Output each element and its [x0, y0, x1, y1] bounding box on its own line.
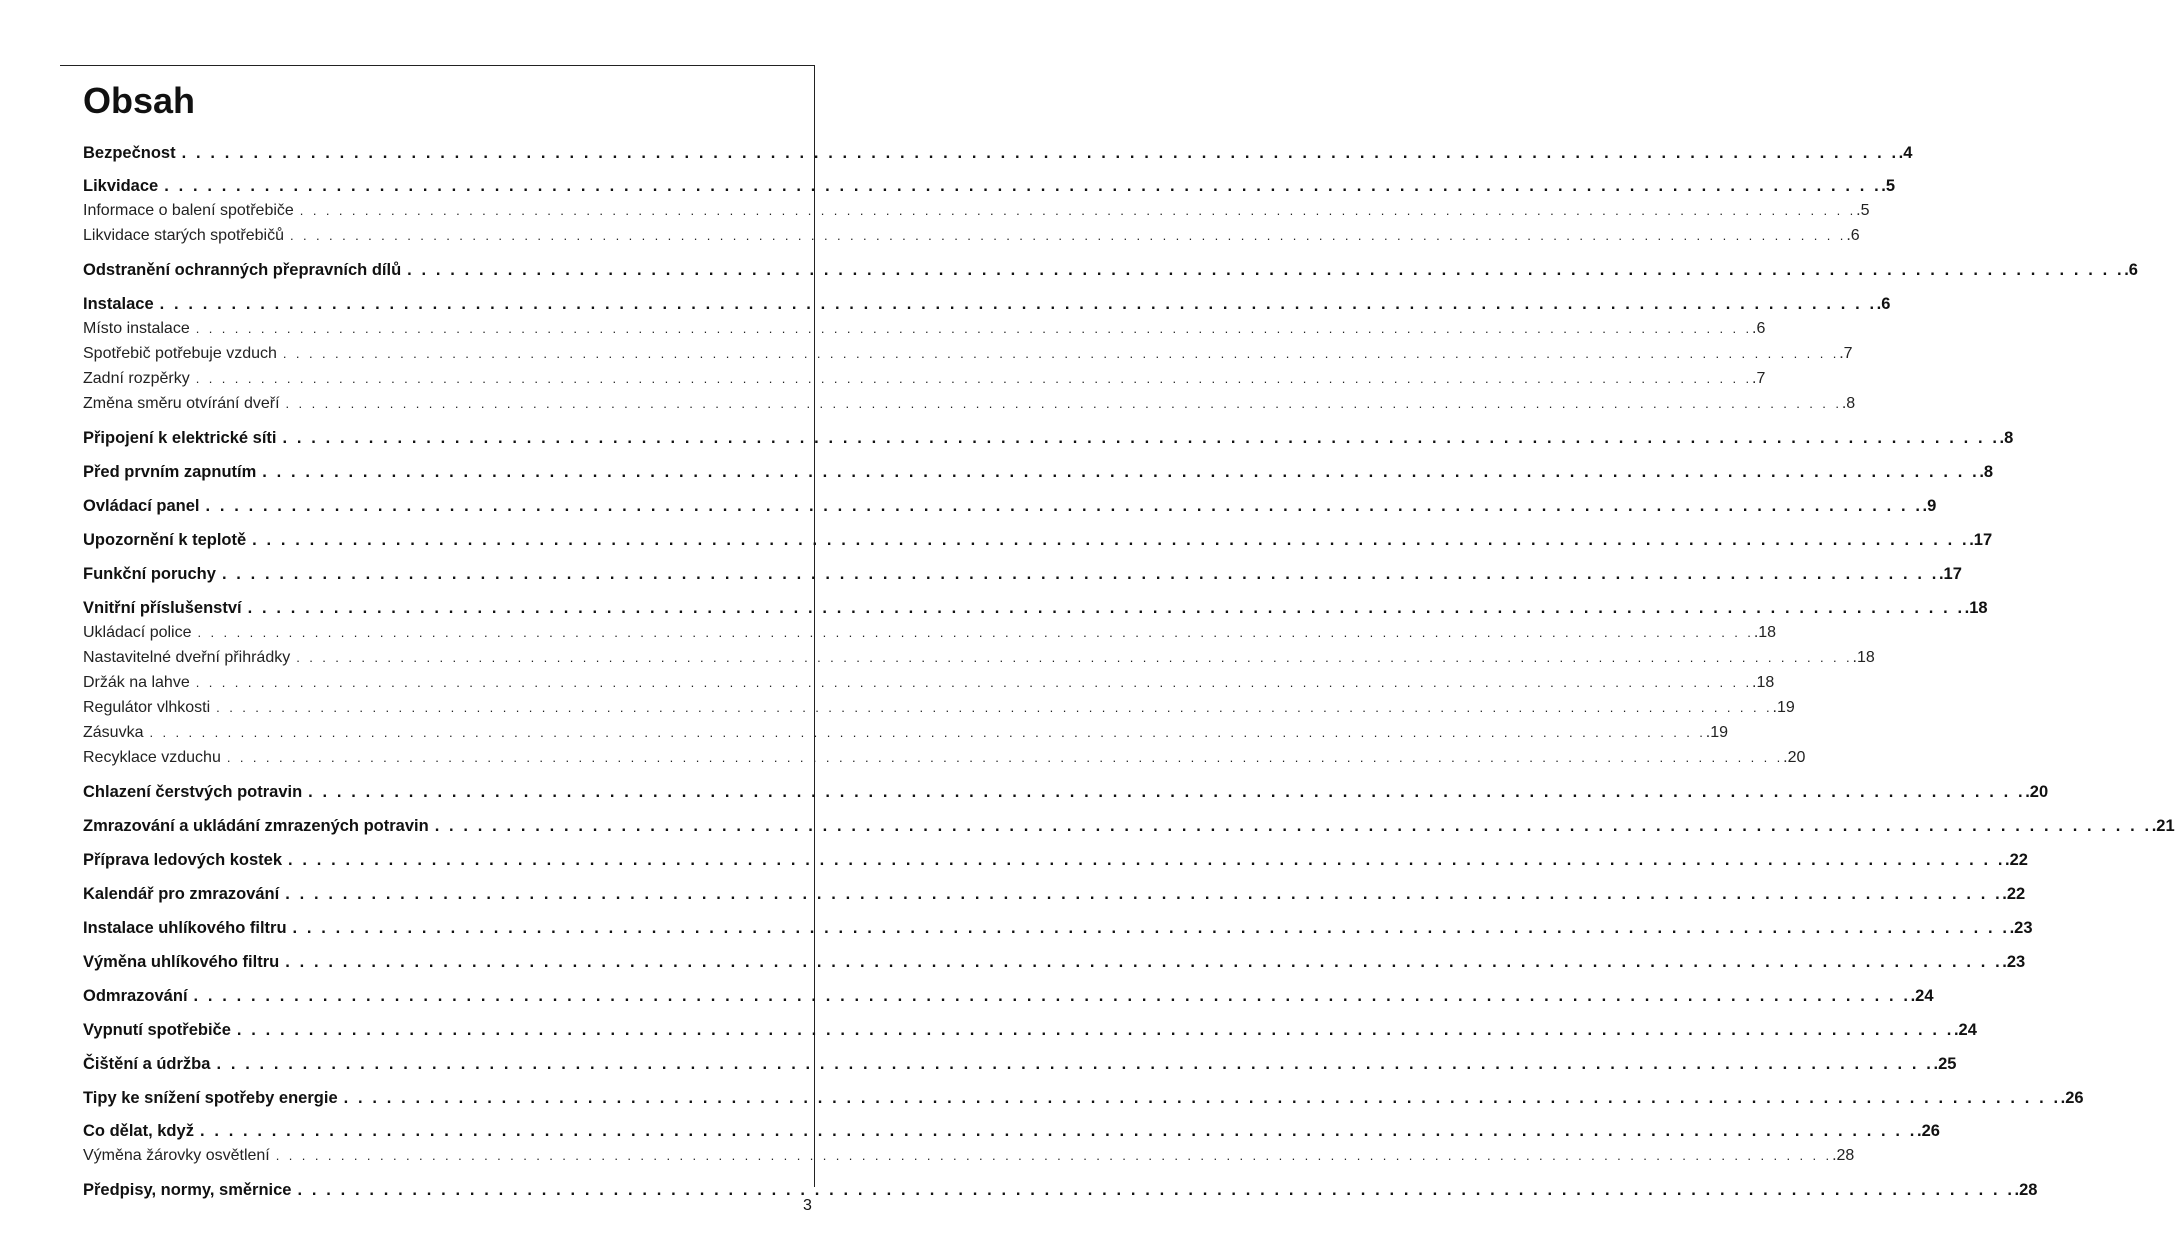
- toc-entry-page: .8: [1841, 395, 1856, 412]
- toc-entry-page: .4: [1898, 144, 1913, 162]
- toc-entry[interactable]: [83, 177, 1896, 199]
- toc-entry-page: .23: [2009, 919, 2033, 937]
- toc-subentry[interactable]: [83, 1147, 1855, 1169]
- dot-leader: . . . . . . . . . . . . . . . . . . . . . . . . . . . . . . . . . . . . . . . . . . . . . . . . . . . . . . . . . . . . . . . . . . . . . . . . . . . . . . . . . . . . . . . . . . . . . . . . . . . . . . . . . . . . . . . . . . . . . . . .: [195, 371, 1753, 386]
- toc-entry-page: .28: [1832, 1147, 1855, 1164]
- toc-subentry[interactable]: [83, 202, 1870, 224]
- dot-leader: . . . . . . . . . . . . . . . . . . . . . . . . . . . . . . . . . . . . . . . . . . . . . . . . . . . . . . . . . . . . . . . . . . . . . . . . . . . . . . . . . . . . . . . . . . . . . . . . . . . . . . . . . . . . . . . . . . . . . . . .: [195, 675, 1753, 690]
- toc-entry-label: Zadní rozpěrky: [83, 370, 190, 387]
- toc-entry-page: .18: [1852, 649, 1875, 666]
- frame-top-rule: [60, 65, 815, 66]
- toc-entry-page: .23: [2002, 953, 2026, 971]
- toc-entry-page: .24: [1910, 987, 1934, 1005]
- toc-subentry[interactable]: [83, 624, 1777, 646]
- toc-entry[interactable]: [83, 599, 1988, 621]
- toc-entry[interactable]: [83, 885, 2026, 907]
- toc-entry[interactable]: [83, 919, 2033, 941]
- dot-leader: . . . . . . . . . . . . . . . . . . . . . . . . . . . . . . . . . . . . . . . . . . . . . . . . . . . . . . . . . . . . . . . . . . . . . . . . . . . . . . . . . . . . . . . . . . . . . . . . . . . . . . . . . . . . . . . . . . . . . . . .: [221, 565, 1939, 583]
- toc-entry-label: Příprava ledových kostek: [83, 851, 283, 869]
- toc-entry-page: .7: [1752, 370, 1766, 387]
- toc-entry-label: Před prvním zapnutím: [83, 463, 257, 481]
- dot-leader: . . . . . . . . . . . . . . . . . . . . . . . . . . . . . . . . . . . . . . . . . . . . . . . . . . . . . . . . . . . . . . . . . . . . . . . . . . . . . . . . . . . . . . . . . . . . . . . . . . . . . . . . . . . . . . . . . . . . . . . .: [159, 295, 1877, 313]
- toc-entry-page: .18: [1964, 599, 1988, 617]
- toc-entry-label: Výměna žárovky osvětlení: [83, 1147, 270, 1164]
- toc-entry-label: Předpisy, normy, směrnice: [83, 1181, 292, 1199]
- dot-leader: . . . . . . . . . . . . . . . . . . . . . . . . . . . . . . . . . . . . . . . . . . . . . . . . . . . . . . . . . . . . . . . . . . . . . . . . . . . . . . . . . . . . . . . . . . . . . . . . . . . . . . . . . . . . . . . . . . . . . . . .: [216, 1055, 1934, 1073]
- dot-leader: . . . . . . . . . . . . . . . . . . . . . . . . . . . . . . . . . . . . . . . . . . . . . . . . . . . . . . . . . . . . . . . . . . . . . . . . . . . . . . . . . . . . . . . . . . . . . . . . . . . . . . . . . . . . . . . . . . . . . . . .: [226, 750, 1784, 765]
- toc-entry-page: .17: [1938, 565, 1962, 583]
- toc-entry-label: Vypnutí spotřebiče: [83, 1021, 231, 1039]
- toc-entry-page: .19: [1705, 724, 1729, 741]
- toc-entry-label: Funkční poruchy: [83, 565, 216, 583]
- toc-entry-label: Odstranění ochranných přepravních dílů: [83, 261, 402, 279]
- toc-entry-page: .17: [1969, 531, 1993, 549]
- toc-entry-label: Odmrazování: [83, 987, 188, 1005]
- dot-leader: . . . . . . . . . . . . . . . . . . . . . . . . . . . . . . . . . . . . . . . . . . . . . . . . . . . . . . . . . . . . . . . . . . . . . . . . . . . . . . . . . . . . . . . . . . . . . . . . . . . . . . . . . . . . . . . . . . . . . . . .: [262, 463, 1980, 481]
- toc-entry-label: Instalace: [83, 295, 154, 313]
- toc-entry-page: .18: [1753, 624, 1777, 641]
- toc-entry-label: Regulátor vlhkosti: [83, 699, 211, 716]
- dot-leader: . . . . . . . . . . . . . . . . . . . . . . . . . . . . . . . . . . . . . . . . . . . . . . . . . . . . . . . . . . . . . . . . . . . . . . . . . . . . . . . . . . . . . . . . . . . . . . . . . . . . . . . . . . . . . . . . . . . . . . . .: [216, 700, 1773, 715]
- toc-entry-label: Zmrazování a ukládání zmrazených potravin: [83, 817, 429, 835]
- dot-leader: . . . . . . . . . . . . . . . . . . . . . . . . . . . . . . . . . . . . . . . . . . . . . . . . . . . . . . . . . . . . . . . . . . . . . . . . . . . . . . . . . . . . . . . . . . . . . . . . . . . . . . . . . . . . . . . . . . . . . . . .: [252, 531, 1970, 549]
- toc-entry-label: Co dělat, když: [83, 1122, 194, 1140]
- dot-leader: . . . . . . . . . . . . . . . . . . . . . . . . . . . . . . . . . . . . . . . . . . . . . . . . . . . . . . . . . . . . . . . . . . . . . . . . . . . . . . . . . . . . . . . . . . . . . . . . . . . . . . . . . . . . . . . . . . . . . . . .: [434, 817, 2152, 835]
- toc-entry[interactable]: [83, 987, 1934, 1009]
- toc-entry-label: Bezpečnost: [83, 144, 176, 162]
- toc-entry-page: .8: [1979, 463, 1994, 481]
- toc-entry[interactable]: [83, 565, 1962, 587]
- toc-entry-page: .25: [1933, 1055, 1957, 1073]
- toc-entry-label: Držák na lahve: [83, 674, 190, 691]
- toc-entry[interactable]: [83, 261, 2138, 283]
- toc-entry[interactable]: [83, 144, 1913, 166]
- toc-subentry[interactable]: [83, 649, 1875, 671]
- dot-leader: . . . . . . . . . . . . . . . . . . . . . . . . . . . . . . . . . . . . . . . . . . . . . . . . . . . . . . . . . . . . . . . . . . . . . . . . . . . . . . . . . . . . . . . . . . . . . . . . . . . . . . . . . . . . . . . . . . . . . . . .: [164, 177, 1882, 195]
- toc-entry[interactable]: [83, 817, 2175, 839]
- toc-entry-page: .5: [1881, 177, 1896, 195]
- toc-entry[interactable]: [83, 497, 1937, 519]
- toc-entry-page: .5: [1856, 202, 1870, 219]
- dot-leader: . . . . . . . . . . . . . . . . . . . . . . . . . . . . . . . . . . . . . . . . . . . . . . . . . . . . . . . . . . . . . . . . . . . . . . . . . . . . . . . . . . . . . . . . . . . . . . . . . . . . . . . . . . . . . . . . . . . . . . . .: [288, 851, 2006, 869]
- toc-entry[interactable]: [83, 1122, 1940, 1144]
- toc-entry-page: .20: [1783, 749, 1806, 766]
- dot-leader: . . . . . . . . . . . . . . . . . . . . . . . . . . . . . . . . . . . . . . . . . . . . . . . . . . . . . . . . . . . . . . . . . . . . . . . . . . . . . . . . . . . . . . . . . . . . . . . . . . . . . . . . . . . . . . . . . . . . . . . .: [197, 625, 1754, 640]
- toc-entry-label: Upozornění k teplotě: [83, 531, 247, 549]
- toc-entry-label: Změna směru otvírání dveří: [83, 395, 280, 412]
- dot-leader: . . . . . . . . . . . . . . . . . . . . . . . . . . . . . . . . . . . . . . . . . . . . . . . . . . . . . . . . . . . . . . . . . . . . . . . . . . . . . . . . . . . . . . . . . . . . . . . . . . . . . . . . . . . . . . . . . . . . . . . .: [247, 599, 1965, 617]
- dot-leader: . . . . . . . . . . . . . . . . . . . . . . . . . . . . . . . . . . . . . . . . . . . . . . . . . . . . . . . . . . . . . . . . . . . . . . . . . . . . . . . . . . . . . . . . . . . . . . . . . . . . . . . . . . . . . . . . . . . . . . . .: [282, 346, 1840, 361]
- dot-leader: . . . . . . . . . . . . . . . . . . . . . . . . . . . . . . . . . . . . . . . . . . . . . . . . . . . . . . . . . . . . . . . . . . . . . . . . . . . . . . . . . . . . . . . . . . . . . . . . . . . . . . . . . . . . . . . . . . . . . . . .: [199, 1122, 1917, 1140]
- toc-entry[interactable]: [83, 783, 2049, 805]
- toc-entry-page: .21: [2151, 817, 2175, 835]
- toc-entry-page: .26: [2060, 1089, 2084, 1107]
- toc-entry[interactable]: [83, 295, 1891, 317]
- dot-leader: . . . . . . . . . . . . . . . . . . . . . . . . . . . . . . . . . . . . . . . . . . . . . . . . . . . . . . . . . . . . . . . . . . . . . . . . . . . . . . . . . . . . . . . . . . . . . . . . . . . . . . . . . . . . . . . . . . . . . . . .: [299, 203, 1857, 218]
- toc-entry-page: .19: [1772, 699, 1795, 716]
- toc-entry-page: .7: [1839, 345, 1853, 362]
- toc-entry[interactable]: [83, 953, 2026, 975]
- dot-leader: . . . . . . . . . . . . . . . . . . . . . . . . . . . . . . . . . . . . . . . . . . . . . . . . . . . . . . . . . . . . . . . . . . . . . . . . . . . . . . . . . . . . . . . . . . . . . . . . . . . . . . . . . . . . . . . . . . . . . . . .: [407, 261, 2125, 279]
- toc-entry-page: .6: [2124, 261, 2138, 279]
- dot-leader: . . . . . . . . . . . . . . . . . . . . . . . . . . . . . . . . . . . . . . . . . . . . . . . . . . . . . . . . . . . . . . . . . . . . . . . . . . . . . . . . . . . . . . . . . . . . . . . . . . . . . . . . . . . . . . . . . . . . . . . .: [205, 497, 1923, 515]
- toc-entry-label: Spotřebič potřebuje vzduch: [83, 345, 277, 362]
- dot-leader: . . . . . . . . . . . . . . . . . . . . . . . . . . . . . . . . . . . . . . . . . . . . . . . . . . . . . . . . . . . . . . . . . . . . . . . . . . . . . . . . . . . . . . . . . . . . . . . . . . . . . . . . . . . . . . . . . . . . . . . .: [195, 321, 1753, 336]
- toc-entry-page: .6: [1846, 227, 1860, 244]
- toc-subentry[interactable]: [83, 724, 1729, 746]
- toc-entry-label: Ukládací police: [83, 624, 192, 641]
- toc-entry[interactable]: [83, 531, 1993, 553]
- dot-leader: . . . . . . . . . . . . . . . . . . . . . . . . . . . . . . . . . . . . . . . . . . . . . . . . . . . . . . . . . . . . . . . . . . . . . . . . . . . . . . . . . . . . . . . . . . . . . . . . . . . . . . . . . . . . . . . . . . . . . . . .: [285, 885, 2003, 903]
- toc-entry[interactable]: [83, 1181, 2038, 1203]
- dot-leader: . . . . . . . . . . . . . . . . . . . . . . . . . . . . . . . . . . . . . . . . . . . . . . . . . . . . . . . . . . . . . . . . . . . . . . . . . . . . . . . . . . . . . . . . . . . . . . . . . . . . . . . . . . . . . . . . . . . . . . . .: [289, 228, 1847, 243]
- dot-leader: . . . . . . . . . . . . . . . . . . . . . . . . . . . . . . . . . . . . . . . . . . . . . . . . . . . . . . . . . . . . . . . . . . . . . . . . . . . . . . . . . . . . . . . . . . . . . . . . . . . . . . . . . . . . . . . . . . . . . . . .: [275, 1148, 1833, 1163]
- toc-entry-label: Vnitřní příslušenství: [83, 599, 242, 617]
- page-title: Obsah: [83, 80, 196, 121]
- toc-entry-page: .6: [1752, 320, 1766, 337]
- dot-leader: . . . . . . . . . . . . . . . . . . . . . . . . . . . . . . . . . . . . . . . . . . . . . . . . . . . . . . . . . . . . . . . . . . . . . . . . . . . . . . . . . . . . . . . . . . . . . . . . . . . . . . . . . . . . . . . . . . . . . . . .: [282, 429, 2000, 447]
- toc-entry-page: .20: [2025, 783, 2049, 801]
- toc-entry[interactable]: [83, 1055, 1957, 1077]
- toc-entry[interactable]: [83, 1089, 2084, 1111]
- dot-leader: . . . . . . . . . . . . . . . . . . . . . . . . . . . . . . . . . . . . . . . . . . . . . . . . . . . . . . . . . . . . . . . . . . . . . . . . . . . . . . . . . . . . . . . . . . . . . . . . . . . . . . . . . . . . . . . . . . . . . . . .: [149, 725, 1706, 740]
- dot-leader: . . . . . . . . . . . . . . . . . . . . . . . . . . . . . . . . . . . . . . . . . . . . . . . . . . . . . . . . . . . . . . . . . . . . . . . . . . . . . . . . . . . . . . . . . . . . . . . . . . . . . . . . . . . . . . . . . . . . . . . .: [193, 987, 1911, 1005]
- toc-subentry[interactable]: [83, 749, 1806, 771]
- dot-leader: . . . . . . . . . . . . . . . . . . . . . . . . . . . . . . . . . . . . . . . . . . . . . . . . . . . . . . . . . . . . . . . . . . . . . . . . . . . . . . . . . . . . . . . . . . . . . . . . . . . . . . . . . . . . . . . . . . . . . . . .: [236, 1021, 1954, 1039]
- toc-entry-label: Kalendář pro zmrazování: [83, 885, 280, 903]
- toc-entry-label: Informace o balení spotřebiče: [83, 202, 294, 219]
- toc-entry-label: Instalace uhlíkového filtru: [83, 919, 287, 937]
- toc-entry-page: .6: [1876, 295, 1891, 313]
- toc-entry-page: .8: [1999, 429, 2014, 447]
- dot-leader: . . . . . . . . . . . . . . . . . . . . . . . . . . . . . . . . . . . . . . . . . . . . . . . . . . . . . . . . . . . . . . . . . . . . . . . . . . . . . . . . . . . . . . . . . . . . . . . . . . . . . . . . . . . . . . . . . . . . . . . .: [292, 919, 2010, 937]
- toc-subentry[interactable]: [83, 345, 1853, 367]
- toc-subentry[interactable]: [83, 227, 1860, 249]
- toc-entry-label: Čištění a údržba: [83, 1055, 211, 1073]
- toc-entry-label: Připojení k elektrické síti: [83, 429, 277, 447]
- toc-subentry[interactable]: [83, 395, 1856, 417]
- toc-subentry[interactable]: [83, 370, 1766, 392]
- toc-entry-label: Nastavitelné dveřní přihrádky: [83, 649, 291, 666]
- dot-leader: . . . . . . . . . . . . . . . . . . . . . . . . . . . . . . . . . . . . . . . . . . . . . . . . . . . . . . . . . . . . . . . . . . . . . . . . . . . . . . . . . . . . . . . . . . . . . . . . . . . . . . . . . . . . . . . . . . . . . . . .: [296, 650, 1853, 665]
- toc-entry-label: Ovládací panel: [83, 497, 200, 515]
- toc-entry[interactable]: [83, 463, 1994, 485]
- toc-entry[interactable]: [83, 429, 2014, 451]
- toc-entry-label: Zásuvka: [83, 724, 144, 741]
- toc-entry[interactable]: [83, 1021, 1977, 1043]
- toc-entry-label: Tipy ke snížení spotřeby energie: [83, 1089, 338, 1107]
- toc-entry-label: Místo instalace: [83, 320, 190, 337]
- dot-leader: . . . . . . . . . . . . . . . . . . . . . . . . . . . . . . . . . . . . . . . . . . . . . . . . . . . . . . . . . . . . . . . . . . . . . . . . . . . . . . . . . . . . . . . . . . . . . . . . . . . . . . . . . . . . . . . . . . . . . . . .: [343, 1089, 2061, 1107]
- toc-subentry[interactable]: [83, 674, 1775, 696]
- dot-leader: . . . . . . . . . . . . . . . . . . . . . . . . . . . . . . . . . . . . . . . . . . . . . . . . . . . . . . . . . . . . . . . . . . . . . . . . . . . . . . . . . . . . . . . . . . . . . . . . . . . . . . . . . . . . . . . . . . . . . . . .: [285, 396, 1842, 411]
- toc-entry-page: .22: [2002, 885, 2026, 903]
- dot-leader: . . . . . . . . . . . . . . . . . . . . . . . . . . . . . . . . . . . . . . . . . . . . . . . . . . . . . . . . . . . . . . . . . . . . . . . . . . . . . . . . . . . . . . . . . . . . . . . . . . . . . . . . . . . . . . . . . . . . . . . .: [285, 953, 2003, 971]
- toc-entry-page: .26: [1916, 1122, 1940, 1140]
- dot-leader: . . . . . . . . . . . . . . . . . . . . . . . . . . . . . . . . . . . . . . . . . . . . . . . . . . . . . . . . . . . . . . . . . . . . . . . . . . . . . . . . . . . . . . . . . . . . . . . . . . . . . . . . . . . . . . . . . . . . . . . .: [181, 144, 1899, 162]
- page-number: 3: [803, 1197, 812, 1214]
- toc-entry-page: .18: [1752, 674, 1775, 691]
- toc-entry-label: Likvidace starých spotřebičů: [83, 227, 284, 244]
- toc-entry-label: Likvidace: [83, 177, 159, 195]
- toc-entry-label: Chlazení čerstvých potravin: [83, 783, 303, 801]
- toc-entry-page: .22: [2005, 851, 2028, 869]
- toc-entry-label: Výměna uhlíkového filtru: [83, 953, 280, 971]
- toc-subentry[interactable]: [83, 699, 1795, 721]
- toc-entry[interactable]: [83, 851, 2028, 873]
- dot-leader: . . . . . . . . . . . . . . . . . . . . . . . . . . . . . . . . . . . . . . . . . . . . . . . . . . . . . . . . . . . . . . . . . . . . . . . . . . . . . . . . . . . . . . . . . . . . . . . . . . . . . . . . . . . . . . . . . . . . . . . .: [308, 783, 2026, 801]
- toc-subentry[interactable]: [83, 320, 1766, 342]
- toc-entry-page: .24: [1953, 1021, 1977, 1039]
- toc-entry-label: Recyklace vzduchu: [83, 749, 221, 766]
- toc-entry-page: .28: [2014, 1181, 2038, 1199]
- dot-leader: . . . . . . . . . . . . . . . . . . . . . . . . . . . . . . . . . . . . . . . . . . . . . . . . . . . . . . . . . . . . . . . . . . . . . . . . . . . . . . . . . . . . . . . . . . . . . . . . . . . . . . . . . . . . . . . . . . . . . . . .: [297, 1181, 2015, 1199]
- toc-entry-page: .9: [1922, 497, 1937, 515]
